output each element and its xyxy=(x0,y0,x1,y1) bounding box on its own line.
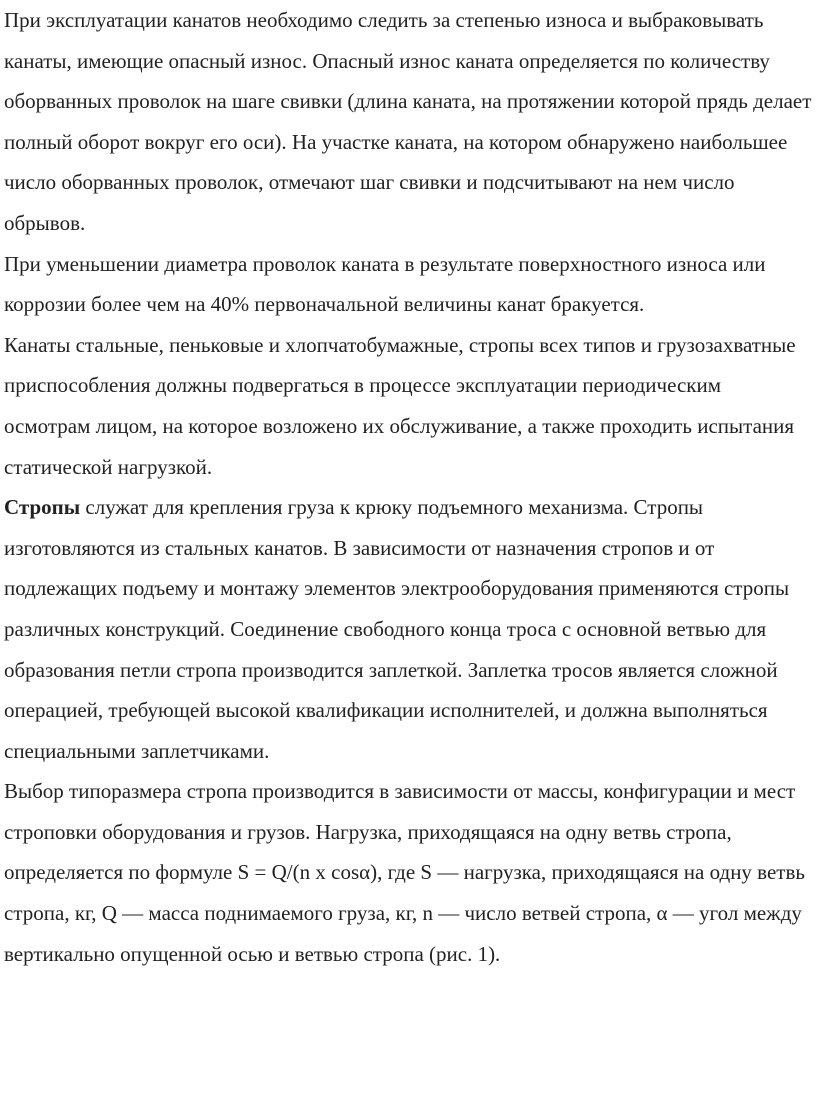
paragraph-text: Выбор типоразмера стропа производится в зависимости от массы, конфигурации и мест строповки оборудования и грузов. Нагрузка, приходящаяся на одну ветвь стропа, определяется по формуле S = Q/(n x cosα), где S — нагрузка, приходящаяся на одну ветвь стропа, кг, Q — масса поднимаемого груза, кг, n — число ветвей стропа, α — угол между вертикально опущенной осью и ветвью стропа (рис. 1). xyxy=(4,779,805,966)
paragraph-rope-wear xyxy=(4,0,812,244)
paragraph-sling-selection xyxy=(4,771,812,974)
paragraph-text: При эксплуатации канатов необходимо следить за степенью износа и выбраковывать канаты, имеющие опасный износ. Опасный износ каната определяется по количеству оборванных проволок на шаге свивки (длина каната, на протяжении которой прядь делает полный оборот вокруг его оси). На участке каната, на котором обнаружено наибольшее число оборванных проволок, отмечают шаг свивки и подсчитывают на нем число обрывов. xyxy=(4,8,812,235)
bold-term-slings: Стропы xyxy=(4,495,81,520)
paragraph-text: служат для крепления груза к крюку подъемного механизма. Стропы изготовляются из стальных канатов. В зависимости от назначения стропов и от подлежащих подъему и монтажу элементов электрооборудования применяются стропы различных конструкций. Соединение свободного конца троса с основной ветвью для образования петли стропа производится заплеткой. Заплетка тросов является сложной операцией, требующей высокой квалификации исполнителей, и должна выполняться специальными заплетчиками. xyxy=(4,495,790,763)
paragraph-text: Канаты стальные, пеньковые и хлопчатобумажные, стропы всех типов и грузозахватные приспособления должны подвергаться в процессе эксплуатации периодическим осмотрам лицом, на которое возложено их обслуживание, а также проходить испытания статической нагрузкой. xyxy=(4,332,796,479)
document-page xyxy=(4,0,812,974)
paragraph-wire-diameter xyxy=(4,244,812,325)
paragraph-text: При уменьшении диаметра проволок каната в результате поверхностного износа или коррозии более чем на 40% первоначальной величины канат бракуется. xyxy=(4,251,766,317)
paragraph-slings xyxy=(4,487,812,771)
paragraph-inspection xyxy=(4,325,812,487)
